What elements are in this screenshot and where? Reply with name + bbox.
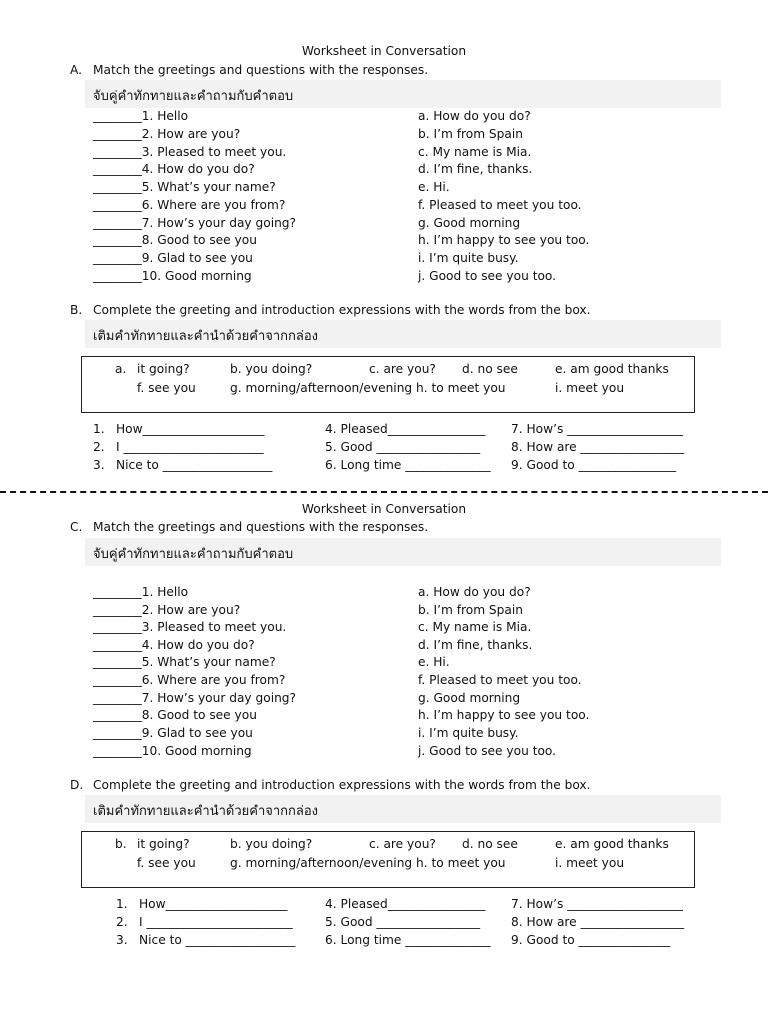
match-item: ________1. Hello — [93, 109, 189, 123]
response-item: h. I’m happy to see you too. — [418, 233, 590, 247]
response-item: i. I’m quite busy. — [418, 726, 519, 740]
fill-blank[interactable]: 7. How’s ___________________ — [511, 897, 683, 911]
word-option: g. morning/afternoon/evening — [230, 381, 413, 395]
match-item: ________9. Glad to see you — [93, 251, 253, 265]
match-item: ________5. What’s your name? — [93, 655, 276, 669]
response-item: c. My name is Mia. — [418, 145, 532, 159]
blank-number: 1. — [116, 897, 128, 911]
match-item: ________2. How are you? — [93, 127, 241, 141]
blank-number: 1. — [93, 422, 105, 436]
section-d-label: D. — [70, 778, 84, 792]
fill-blank[interactable]: 9. Good to ________________ — [511, 458, 677, 472]
fill-blank[interactable]: 8. How are _________________ — [511, 915, 685, 929]
match-item: ________5. What’s your name? — [93, 180, 276, 194]
response-item: b. I’m from Spain — [418, 127, 523, 141]
word-option: it going? — [137, 362, 190, 376]
response-item: d. I’m fine, thanks. — [418, 638, 533, 652]
fill-blank[interactable]: Nice to __________________ — [139, 933, 296, 947]
section-a-instruction: Match the greetings and questions with the responses. — [93, 63, 429, 77]
match-item: ________7. How’s your day going? — [93, 216, 297, 230]
fill-blank[interactable]: 7. How’s ___________________ — [511, 422, 683, 436]
fill-blank[interactable]: 8. How are _________________ — [511, 440, 685, 454]
match-item: ________7. How’s your day going? — [93, 691, 297, 705]
section-c-thai: จับคู่คำทักทายและคำถามกับคำตอบ — [93, 547, 294, 562]
word-option: i. meet you — [555, 381, 625, 395]
match-item: ________3. Pleased to meet you. — [93, 620, 287, 634]
match-item: ________10. Good morning — [93, 269, 252, 283]
word-option: d. no see — [462, 837, 518, 851]
word-option: it going? — [137, 837, 190, 851]
section-d-instruction: Complete the greeting and introduction expressions with the words from the box. — [93, 778, 591, 792]
word-option: h. to meet you — [416, 856, 506, 870]
section-d-thai: เติมคำทักทายและคำนำด้วยคำจากกล่อง — [93, 804, 319, 819]
word-option: g. morning/afternoon/evening — [230, 856, 413, 870]
blank-number: 3. — [93, 458, 105, 472]
word-option: f. see you — [137, 856, 196, 870]
word-option: d. no see — [462, 362, 518, 376]
response-item: e. Hi. — [418, 180, 450, 194]
fill-blank[interactable]: How____________________ — [139, 897, 288, 911]
section-c-label: C. — [70, 520, 83, 534]
match-item: ________1. Hello — [93, 585, 189, 599]
fill-blank[interactable]: I _______________________ — [116, 440, 264, 454]
fill-blank[interactable]: 5. Good _________________ — [325, 440, 481, 454]
fill-blank[interactable]: 6. Long time ______________ — [325, 458, 491, 472]
response-item: a. How do you do? — [418, 585, 531, 599]
match-item: ________2. How are you? — [93, 603, 241, 617]
word-option: c. are you? — [369, 837, 436, 851]
match-item: ________9. Glad to see you — [93, 726, 253, 740]
match-item: ________8. Good to see you — [93, 233, 257, 247]
section-a-label: A. — [70, 63, 82, 77]
response-item: g. Good morning — [418, 216, 521, 230]
section-b-label: B. — [70, 303, 83, 317]
match-item: ________3. Pleased to meet you. — [93, 145, 287, 159]
response-item: i. I’m quite busy. — [418, 251, 519, 265]
fill-blank[interactable]: Nice to __________________ — [116, 458, 273, 472]
fill-blank[interactable]: I ________________________ — [139, 915, 293, 929]
fill-blank[interactable]: 9. Good to _______________ — [511, 933, 670, 947]
word-option: f. see you — [137, 381, 196, 395]
word-option: h. to meet you — [416, 381, 506, 395]
word-option: e. am good thanks — [555, 362, 669, 376]
fill-blank[interactable]: 4. Pleased________________ — [325, 897, 486, 911]
word-option: b. you doing? — [230, 362, 313, 376]
match-item: ________4. How do you do? — [93, 638, 255, 652]
word-option: i. meet you — [555, 856, 625, 870]
fill-blank[interactable]: How____________________ — [116, 422, 265, 436]
match-item: ________8. Good to see you — [93, 708, 257, 722]
response-item: h. I’m happy to see you too. — [418, 708, 590, 722]
fill-blank[interactable]: 6. Long time ______________ — [325, 933, 491, 947]
worksheet-title: Worksheet in Conversation — [301, 44, 467, 58]
response-item: j. Good to see you too. — [418, 269, 557, 283]
response-item: j. Good to see you too. — [418, 744, 557, 758]
worksheet-title: Worksheet in Conversation — [301, 502, 467, 516]
response-item: c. My name is Mia. — [418, 620, 532, 634]
match-item: ________10. Good morning — [93, 744, 252, 758]
response-item: d. I’m fine, thanks. — [418, 162, 533, 176]
fill-blank[interactable]: 4. Pleased________________ — [325, 422, 486, 436]
match-item: ________6. Where are you from? — [93, 673, 286, 687]
response-item: b. I’m from Spain — [418, 603, 523, 617]
word-option: b. you doing? — [230, 837, 313, 851]
section-c-instruction: Match the greetings and questions with the responses. — [93, 520, 429, 534]
section-b-thai: เติมคำทักทายและคำนำด้วยคำจากกล่อง — [93, 329, 319, 344]
blank-number: 2. — [93, 440, 105, 454]
response-item: g. Good morning — [418, 691, 521, 705]
section-b-instruction: Complete the greeting and introduction expressions with the words from the box. — [93, 303, 591, 317]
response-item: a. How do you do? — [418, 109, 531, 123]
response-item: f. Pleased to meet you too. — [418, 673, 582, 687]
response-item: f. Pleased to meet you too. — [418, 198, 582, 212]
blank-number: 3. — [116, 933, 128, 947]
section-a-thai: จับคู่คำทักทายและคำถามกับคำตอบ — [93, 89, 294, 104]
cut-line-divider — [0, 491, 768, 493]
word-option: e. am good thanks — [555, 837, 669, 851]
blank-number: 2. — [116, 915, 128, 929]
match-item: ________6. Where are you from? — [93, 198, 286, 212]
response-item: e. Hi. — [418, 655, 450, 669]
fill-blank[interactable]: 5. Good _________________ — [325, 915, 481, 929]
word-option: b. — [115, 837, 127, 851]
word-option: a. — [115, 362, 127, 376]
match-item: ________4. How do you do? — [93, 162, 255, 176]
word-option: c. are you? — [369, 362, 436, 376]
